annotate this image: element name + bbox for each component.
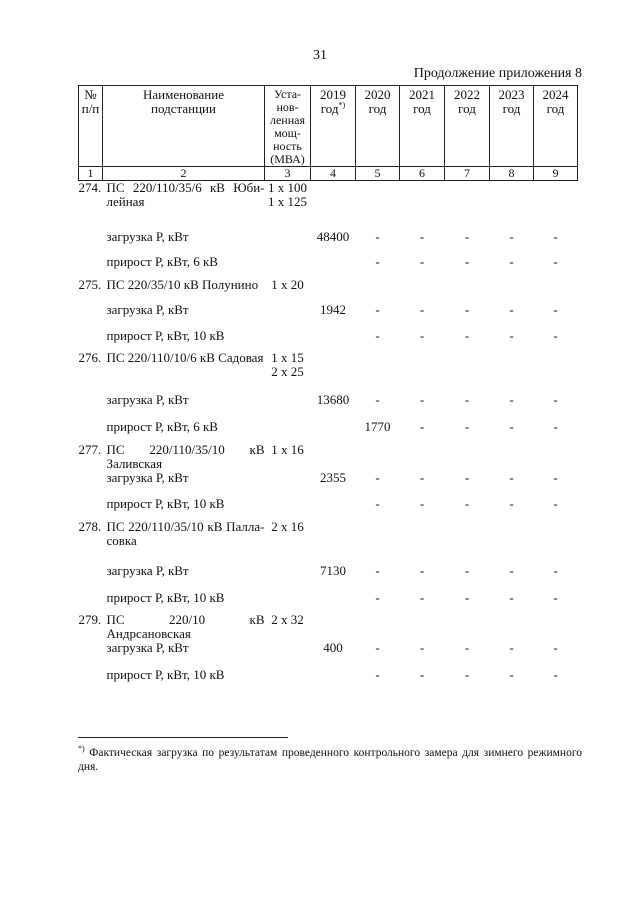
capacity-value: 1 x 125 <box>268 194 307 209</box>
header-year-suffix: год <box>546 101 565 116</box>
header-year-2023 <box>490 86 534 167</box>
load-value: - <box>464 301 470 317</box>
page-number: 31 <box>313 48 327 63</box>
load-row <box>79 230 578 255</box>
load-value: 13680 <box>316 391 350 407</box>
installed-capacity <box>265 278 311 303</box>
continuation-label: Продолжение приложения 8 <box>413 66 582 81</box>
load-label: загрузка Р, кВт <box>106 469 189 485</box>
load-value: - <box>419 391 425 407</box>
header-year: 2023 <box>498 87 525 102</box>
growth-value: - <box>375 327 380 343</box>
growth-value <box>311 591 356 613</box>
load-value: - <box>375 639 380 655</box>
growth-value: - <box>419 418 425 434</box>
empty-cell <box>79 641 103 668</box>
growth-label: прирост Р, кВт, 10 кВ <box>106 327 225 343</box>
load-value: - <box>464 562 470 578</box>
growth-value: - <box>464 666 470 682</box>
growth-value: 1770 <box>364 418 391 434</box>
installed-capacity <box>265 443 311 471</box>
substation-row <box>79 181 578 230</box>
empty-cell <box>265 393 311 420</box>
header-line: № <box>84 87 97 102</box>
header-line: нов- <box>276 100 299 114</box>
growth-label: прирост Р, кВт, 10 кВ <box>106 589 225 605</box>
growth-value: - <box>419 495 425 511</box>
load-value: - <box>509 228 514 244</box>
growth-value: - <box>553 418 558 434</box>
load-row <box>79 564 578 591</box>
empty-cell <box>534 613 578 641</box>
capacity-value: 1 x 15 <box>271 349 304 365</box>
empty-cell <box>311 181 356 230</box>
substation-name-line: ПС 220/110/10/6 кВ Садовая <box>106 349 264 365</box>
load-row <box>79 393 578 420</box>
header-line: ность <box>273 139 302 153</box>
load-value: - <box>419 562 425 578</box>
empty-cell <box>534 443 578 471</box>
empty-cell <box>79 255 103 278</box>
growth-label: прирост Р, кВт, 6 кВ <box>106 418 218 434</box>
empty-cell <box>265 230 311 255</box>
column-number-row <box>79 167 578 181</box>
empty-cell <box>534 278 578 303</box>
table-header-row <box>79 86 578 167</box>
empty-cell <box>400 351 445 393</box>
empty-cell <box>356 278 400 303</box>
empty-cell <box>79 564 103 591</box>
growth-value: - <box>464 418 470 434</box>
row-number: 277. <box>78 441 102 457</box>
footnote-divider <box>78 737 288 738</box>
growth-value: - <box>509 495 514 511</box>
header-line: п/п <box>81 101 100 116</box>
empty-cell <box>311 351 356 393</box>
empty-cell <box>445 351 490 393</box>
load-value: - <box>553 391 558 407</box>
column-number: 5 <box>356 167 400 181</box>
installed-capacity <box>265 181 311 230</box>
empty-cell <box>79 668 103 691</box>
installed-capacity <box>265 351 311 393</box>
footnote-text: Фактическая загрузка по результатам проведенного контрольного замера для зимнего режимного дня. <box>78 746 583 773</box>
growth-value: - <box>509 418 514 434</box>
empty-cell <box>265 668 311 691</box>
header-year: 2019 <box>320 87 346 102</box>
capacity-value: 2 x 16 <box>271 518 304 534</box>
header-line: мощ- <box>274 126 301 140</box>
substation-name-line: совка <box>106 532 137 548</box>
empty-cell <box>534 181 578 230</box>
load-value: - <box>419 639 425 655</box>
header-year-suffix: год <box>320 101 339 116</box>
empty-cell <box>490 443 534 471</box>
load-value: - <box>464 639 470 655</box>
empty-cell <box>265 420 311 443</box>
load-value: - <box>419 301 425 317</box>
empty-cell <box>445 278 490 303</box>
growth-row <box>79 420 578 443</box>
header-year-suffix: год <box>368 101 387 116</box>
header-installed-capacity <box>265 86 311 167</box>
footnote <box>78 742 582 774</box>
growth-value: - <box>509 327 514 343</box>
table-body <box>79 181 578 691</box>
substation-load-table <box>78 85 578 691</box>
footnote-mark: *) <box>338 100 346 110</box>
empty-cell <box>445 443 490 471</box>
load-value: - <box>509 391 514 407</box>
header-year-2020 <box>356 86 400 167</box>
column-number: 7 <box>445 167 490 181</box>
substation-name-line: ПС 220/110/35/6 кВ Юби- <box>106 180 265 195</box>
load-row <box>79 471 578 497</box>
row-number: 276. <box>78 349 102 365</box>
load-value: - <box>553 301 558 317</box>
empty-cell <box>534 351 578 393</box>
header-line: ленная <box>269 113 305 127</box>
empty-cell <box>445 613 490 641</box>
load-value: 2355 <box>320 469 346 485</box>
growth-value: - <box>419 327 425 343</box>
header-year-suffix: год <box>458 101 476 116</box>
substation-name <box>103 181 265 230</box>
growth-row <box>79 255 578 278</box>
growth-row <box>79 591 578 613</box>
row-number: 279. <box>78 611 102 627</box>
empty-cell <box>400 181 445 230</box>
growth-value: - <box>553 666 558 682</box>
load-value: 400 <box>323 639 343 655</box>
load-value: - <box>509 469 514 485</box>
load-value: - <box>464 391 470 407</box>
substation-row <box>79 613 578 641</box>
load-value: - <box>553 469 558 485</box>
load-value: - <box>375 391 380 407</box>
row-number: 274. <box>78 180 102 195</box>
load-value: - <box>509 301 514 317</box>
substation-row <box>79 351 578 393</box>
substation-row <box>79 520 578 564</box>
growth-value <box>311 497 356 520</box>
load-value: - <box>375 562 380 578</box>
load-value: - <box>553 228 558 244</box>
empty-cell <box>445 520 490 564</box>
growth-label: прирост Р, кВт, 10 кВ <box>106 666 225 682</box>
load-value: - <box>375 228 380 244</box>
load-label: загрузка Р, кВт <box>106 639 189 655</box>
growth-value: - <box>464 495 470 511</box>
installed-capacity <box>265 613 311 641</box>
empty-cell <box>79 497 103 520</box>
empty-cell <box>265 303 311 329</box>
empty-cell <box>79 393 103 420</box>
load-value: 48400 <box>316 228 350 244</box>
header-substation-name <box>103 86 265 167</box>
empty-cell <box>311 613 356 641</box>
empty-cell <box>79 230 103 255</box>
load-value: - <box>509 639 514 655</box>
load-value: - <box>464 228 470 244</box>
growth-value: - <box>553 495 558 511</box>
substation-row <box>79 278 578 303</box>
growth-label: прирост Р, кВт, 10 кВ <box>106 495 225 511</box>
substation-name <box>103 351 265 393</box>
growth-value: - <box>464 327 470 343</box>
empty-cell <box>356 520 400 564</box>
growth-value <box>311 668 356 691</box>
growth-value <box>311 255 356 278</box>
header-year-2019 <box>311 86 356 167</box>
growth-row <box>79 329 578 351</box>
column-number: 1 <box>79 167 103 181</box>
header-year: 2020 <box>364 87 391 102</box>
empty-cell <box>490 181 534 230</box>
growth-value: - <box>419 589 425 605</box>
load-value: - <box>553 639 558 655</box>
empty-cell <box>79 420 103 443</box>
load-value: - <box>419 228 425 244</box>
empty-cell <box>400 613 445 641</box>
empty-cell <box>400 443 445 471</box>
growth-value: - <box>419 253 425 269</box>
load-row <box>79 641 578 668</box>
header-line: (МВА) <box>270 152 305 166</box>
load-value: - <box>553 562 558 578</box>
header-year-2021 <box>400 86 445 167</box>
growth-value: - <box>375 666 380 682</box>
header-year-2024 <box>534 86 578 167</box>
empty-cell <box>490 520 534 564</box>
load-label: загрузка Р, кВт <box>106 562 189 578</box>
header-year: 2021 <box>409 87 435 102</box>
capacity-value: 1 x 16 <box>271 441 304 457</box>
column-number: 8 <box>490 167 534 181</box>
header-year: 2024 <box>542 87 569 102</box>
empty-cell <box>490 351 534 393</box>
empty-cell <box>490 278 534 303</box>
growth-value: - <box>509 253 514 269</box>
empty-cell <box>79 303 103 329</box>
row-number: 278. <box>78 518 102 534</box>
capacity-value: 1 x 20 <box>271 276 304 292</box>
column-number: 4 <box>311 167 356 181</box>
load-label: загрузка Р, кВт <box>106 391 189 407</box>
growth-row <box>79 668 578 691</box>
growth-value <box>311 329 356 351</box>
footnote-mark: *) <box>78 744 85 753</box>
substation-name-line: ПС 220/10 кВ Андрсановская <box>106 611 265 641</box>
growth-value <box>311 420 356 443</box>
column-number: 6 <box>400 167 445 181</box>
header-line: подстанции <box>151 101 216 116</box>
substation-name <box>103 278 265 303</box>
header-year-suffix: год <box>413 101 431 116</box>
growth-value: - <box>553 327 558 343</box>
empty-cell <box>311 520 356 564</box>
empty-cell <box>311 443 356 471</box>
empty-cell <box>400 278 445 303</box>
substation-name-line: ПС 220/110/35/10 кВ Заливская <box>106 441 265 471</box>
empty-cell <box>265 255 311 278</box>
load-value: 7130 <box>320 562 346 578</box>
growth-value: - <box>464 253 470 269</box>
empty-cell <box>265 591 311 613</box>
header-line: Уста- <box>273 87 302 101</box>
empty-cell <box>311 278 356 303</box>
empty-cell <box>79 471 103 497</box>
empty-cell <box>356 351 400 393</box>
capacity-value: 1 x 100 <box>268 180 307 195</box>
growth-value: - <box>375 589 380 605</box>
growth-value: - <box>375 495 380 511</box>
empty-cell <box>79 329 103 351</box>
header-year-2022 <box>445 86 490 167</box>
load-row <box>79 303 578 329</box>
growth-value: - <box>553 589 558 605</box>
column-number: 3 <box>265 167 311 181</box>
substation-name-line: лейная <box>106 194 145 209</box>
empty-cell <box>356 181 400 230</box>
load-label: загрузка Р, кВт <box>106 228 189 244</box>
column-number: 2 <box>103 167 265 181</box>
load-value: - <box>464 469 470 485</box>
empty-cell <box>265 564 311 591</box>
header-line: Наименование <box>143 87 224 102</box>
load-value: - <box>375 301 380 317</box>
empty-cell <box>534 520 578 564</box>
row-number: 275. <box>78 276 102 292</box>
load-label: загрузка Р, кВт <box>106 301 189 317</box>
header-row-number <box>79 86 103 167</box>
empty-cell <box>265 641 311 668</box>
substation-name <box>103 613 265 641</box>
substation-name <box>103 520 265 564</box>
load-value: - <box>419 469 425 485</box>
empty-cell <box>490 613 534 641</box>
substation-row <box>79 443 578 471</box>
growth-value: - <box>375 253 380 269</box>
empty-cell <box>265 471 311 497</box>
growth-value: - <box>509 589 514 605</box>
growth-row <box>79 497 578 520</box>
header-year-suffix: год <box>502 101 521 116</box>
substation-name-line: ПС 220/110/35/10 кВ Палла- <box>106 518 265 534</box>
empty-cell <box>79 591 103 613</box>
load-value: - <box>509 562 514 578</box>
empty-cell <box>400 520 445 564</box>
load-value: 1942 <box>320 301 346 317</box>
capacity-value: 2 x 32 <box>271 611 304 627</box>
empty-cell <box>445 181 490 230</box>
substation-name-line: ПС 220/35/10 кВ Полунино <box>106 276 259 292</box>
substation-name <box>103 443 265 471</box>
growth-value: - <box>553 253 558 269</box>
empty-cell <box>356 613 400 641</box>
growth-label: прирост Р, кВт, 6 кВ <box>106 253 218 269</box>
empty-cell <box>265 329 311 351</box>
empty-cell <box>265 497 311 520</box>
growth-value: - <box>419 666 425 682</box>
column-number: 9 <box>534 167 578 181</box>
load-value: - <box>375 469 380 485</box>
growth-value: - <box>464 589 470 605</box>
header-year: 2022 <box>454 87 480 102</box>
installed-capacity <box>265 520 311 564</box>
growth-value: - <box>509 666 514 682</box>
empty-cell <box>356 443 400 471</box>
capacity-value: 2 x 25 <box>271 363 304 379</box>
